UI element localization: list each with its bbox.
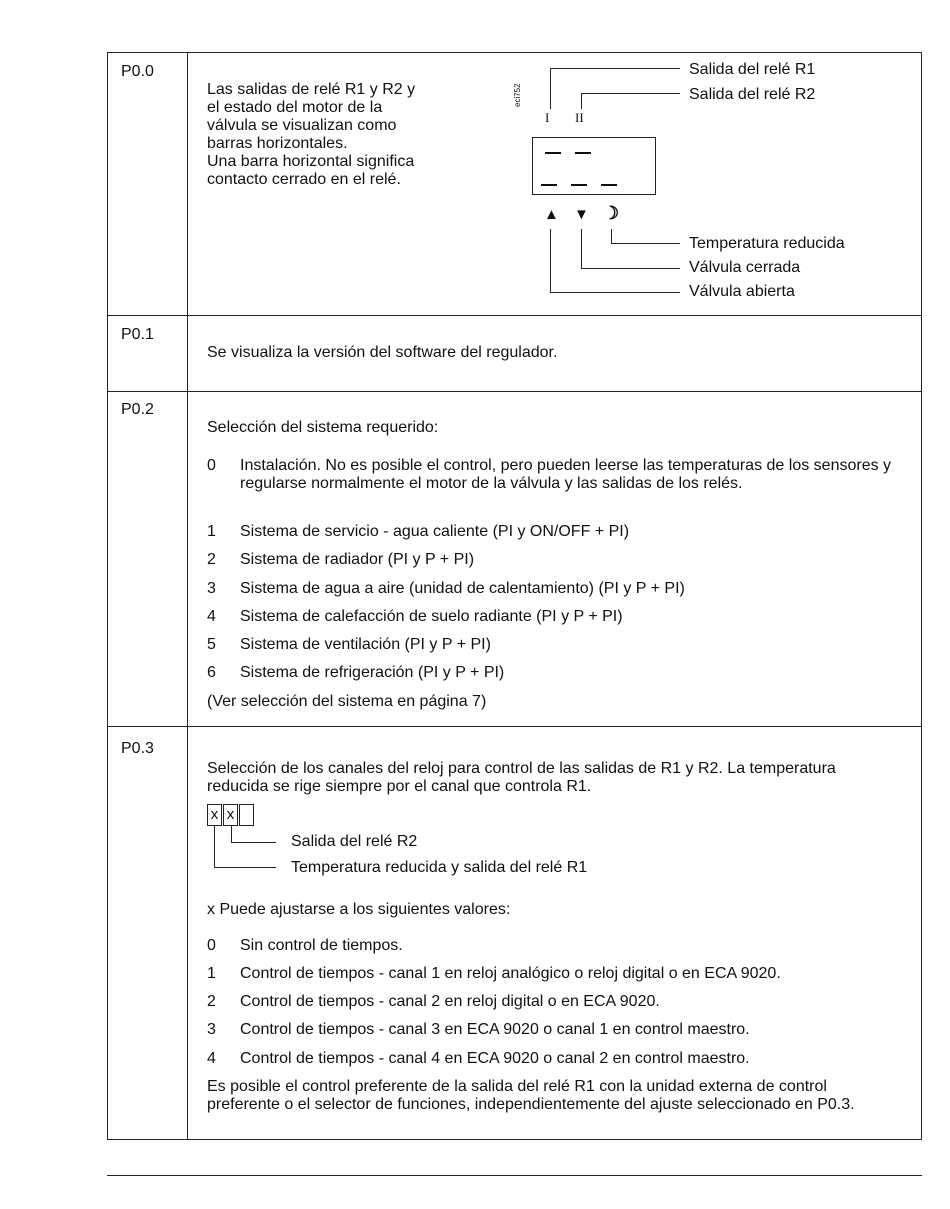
p0-2-note: (Ver selección del sistema en página 7): [207, 693, 487, 710]
list-item-number: 4: [207, 1050, 216, 1067]
leader-line: [214, 867, 276, 868]
description-line: contacto cerrado en el relé.: [207, 171, 401, 188]
description-line: el estado del motor de la: [207, 99, 383, 116]
status-bar: [541, 184, 557, 186]
list-item-text: Control de tiempos - canal 1 en reloj analógico o reloj digital o en ECA 9020.: [240, 965, 781, 982]
leader-line: [581, 268, 680, 269]
list-item-text: Sistema de refrigeración (PI y P + PI): [240, 664, 505, 681]
list-item-number: 3: [207, 580, 216, 597]
row-separator: [108, 315, 921, 316]
status-bar: [571, 184, 587, 186]
list-item-number: 0: [207, 937, 216, 954]
p0-1-description: Se visualiza la versión del software del regulador.: [207, 344, 558, 361]
list-item-text: Control de tiempos - canal 2 en reloj digital o en ECA 9020.: [240, 993, 660, 1010]
parameter-code-p0-3: P0.3: [121, 740, 154, 757]
channel-cells-diagram: [207, 804, 667, 884]
leader-line: [231, 842, 276, 843]
footer-rule: [107, 1175, 922, 1176]
leader-line: [550, 68, 551, 109]
moon-icon: ☽: [603, 203, 620, 223]
list-item-number: 3: [207, 1021, 216, 1038]
relay-r1-label: Salida del relé R1: [689, 61, 816, 78]
row-separator: [108, 726, 921, 727]
list-item-text: Sistema de agua a aire (unidad de calentamiento) (PI y P + PI): [240, 580, 685, 597]
list-item-number: 0: [207, 457, 216, 474]
valve-open-label: Válvula abierta: [689, 283, 795, 300]
list-item-number: 4: [207, 608, 216, 625]
list-item-number: 2: [207, 993, 216, 1010]
leader-line: [611, 243, 680, 244]
p0-2-intro: Selección del sistema requerido:: [207, 419, 439, 436]
list-item-text: Control de tiempos - canal 3 en ECA 9020 o canal 1 en control maestro.: [240, 1021, 750, 1038]
parameter-code-p0-1: P0.1: [121, 326, 154, 343]
parameter-table: [107, 52, 922, 1140]
leader-line: [581, 229, 582, 268]
leader-line: [611, 229, 612, 243]
list-item-text: Instalación. No es posible el control, pero pueden leerse las temperaturas de los sensores y regularse normalmente el motor de la válvula y las salidas de los relés.: [240, 457, 892, 492]
leader-line: [214, 826, 215, 867]
channel-cell-r1: x: [207, 804, 222, 826]
list-item-text: Sin control de tiempos.: [240, 937, 403, 954]
description-line: válvula se visualizan como: [207, 117, 397, 134]
p0-3-intro: Selección de los canales del reloj para control de las salidas de R1 y R2. La temperatura reducida se rige siempre por el canal que controla R1.: [207, 760, 836, 795]
list-item-text: Sistema de ventilación (PI y P + PI): [240, 636, 491, 653]
valve-open-icon: ▲: [544, 206, 559, 223]
leader-line: [550, 292, 680, 293]
list-item-number: 1: [207, 965, 216, 982]
relay-bar: [545, 152, 561, 154]
display-screen: [532, 137, 656, 195]
column-divider: [187, 53, 188, 1139]
row-separator: [108, 391, 921, 392]
list-item-number: 6: [207, 664, 216, 681]
x-values-note: x Puede ajustarse a los siguientes valores:: [207, 901, 511, 918]
channel-cell-empty: [239, 804, 254, 826]
list-item-number: 2: [207, 551, 216, 568]
cell-r2-label: Salida del relé R2: [291, 833, 418, 850]
valve-closed-icon: ▼: [574, 206, 589, 223]
relay-mark-r2: II: [575, 110, 584, 125]
leader-line: [231, 826, 232, 842]
list-item-number: 1: [207, 523, 216, 540]
list-item-text: Control de tiempos - canal 4 en ECA 9020 o canal 2 en control maestro.: [240, 1050, 750, 1067]
leader-line: [581, 93, 680, 94]
status-bar: [601, 184, 617, 186]
reduced-temperature-label: Temperatura reducida: [689, 235, 845, 252]
leader-line: [550, 68, 680, 69]
channel-cell-r2: x: [223, 804, 238, 826]
parameter-code-p0-2: P0.2: [121, 401, 154, 418]
list-item-number: 5: [207, 636, 216, 653]
cell-r1-label: Temperatura reducida y salida del relé R1: [291, 859, 588, 876]
description-line: Las salidas de relé R1 y R2 y: [207, 81, 416, 98]
list-item-text: Sistema de calefacción de suelo radiante (PI y P + PI): [240, 608, 623, 625]
description-line: Una barra horizontal significa: [207, 153, 415, 170]
list-item-text: Sistema de radiador (PI y P + PI): [240, 551, 475, 568]
list-item-text: Sistema de servicio - agua caliente (PI y ON/OFF + PI): [240, 523, 630, 540]
description-line: barras horizontales.: [207, 135, 348, 152]
relay-bar: [575, 152, 591, 154]
relay-mark-r1: I: [545, 110, 550, 125]
p0-3-outro: Es posible el control preferente de la salida del relé R1 con la unidad externa de control preferente o el selector de funciones, independientemente del ajuste seleccionado en P0.3.: [207, 1078, 855, 1113]
leader-line: [550, 229, 551, 292]
relay-r2-label: Salida del relé R2: [689, 86, 816, 103]
leader-line: [581, 93, 582, 109]
figure-id-label: eci752: [513, 83, 522, 107]
valve-closed-label: Válvula cerrada: [689, 259, 801, 276]
parameter-code-p0-0: P0.0: [121, 63, 154, 80]
